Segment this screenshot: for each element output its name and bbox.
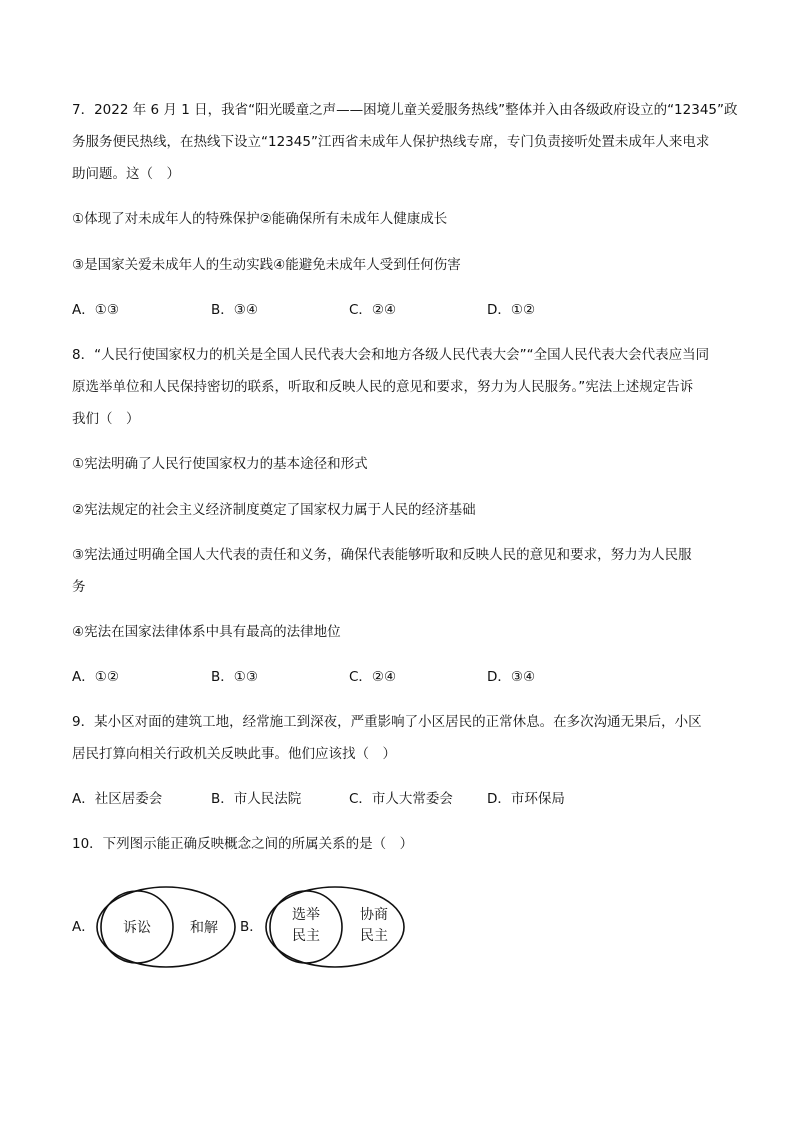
q7-option-b: B．③④ [211, 302, 258, 318]
q8-statement-4: ④宪法在国家法律体系中具有最高的法律地位 [72, 624, 341, 640]
q9-option-a: A．社区居委会 [72, 791, 163, 807]
q8-option-b: B．①③ [211, 669, 258, 685]
q8-stem-line-1: 8．“人民行使国家权力的机关是全国人民代表大会和地方各级人民代表大会”“全国人民代表大会代表应当同 [72, 347, 710, 363]
q10-diagram-b [261, 882, 409, 972]
q8-option-a: A．①② [72, 669, 119, 685]
q8-stem-line-2: 原选举单位和人民保持密切的联系，听取和反映人民的意见和要求，努力为人民服务。”宪法上述规定告诉 [72, 379, 694, 395]
q7-stem-line-2: 务服务便民热线，在热线下设立“12345”江西省未成年人保护热线专席，专门负责接听处置未成年人来电求 [72, 134, 710, 150]
q10-diagram-b-inner-text-1: 选举 [292, 907, 320, 923]
q7-statement-2: ③是国家关爱未成年人的生动实践④能避免未成年人受到任何伤害 [72, 257, 461, 273]
q10-diagram-b-inner-circle [270, 891, 342, 963]
q8-option-d: D．③④ [487, 669, 536, 685]
q10-diagram-a-label: A． [72, 919, 95, 935]
q9-option-c: C．市人大常委会 [349, 791, 453, 807]
q10-diagram-b-outer-text-2: 民主 [360, 928, 388, 944]
q10-diagram-b-inner-text-2: 民主 [292, 928, 320, 944]
q9-option-b: B．市人民法院 [211, 791, 302, 807]
q9-stem-line-1: 9．某小区对面的建筑工地，经常施工到深夜，严重影响了小区居民的正常休息。在多次沟通无果后，小区 [72, 714, 702, 730]
q9-stem-line-2: 居民打算向相关行政机关反映此事。他们应该找（ ） [72, 746, 396, 762]
q10-stem: 10．下列图示能正确反映概念之间的所属关系的是（ ） [72, 836, 414, 852]
q8-statement-2: ②宪法规定的社会主义经济制度奠定了国家权力属于人民的经济基础 [72, 502, 476, 518]
q7-option-c: C．②④ [349, 302, 397, 318]
q7-option-d: D．①② [487, 302, 536, 318]
q7-stem-line-3: 助问题。这（ ） [72, 166, 180, 182]
q10-diagram-b-outer-text-1: 协商 [360, 907, 388, 923]
q7-option-a: A．①③ [72, 302, 119, 318]
q8-statement-3: ③宪法通过明确全国人大代表的责任和义务，确保代表能够听取和反映人民的意见和要求，努力为人民服 [72, 547, 692, 563]
q10-diagram-a-inner-text: 诉讼 [123, 920, 151, 936]
q8-statement-3-cont: 务 [72, 579, 86, 595]
q10-diagram-a-outer-text: 和解 [190, 920, 218, 936]
q10-diagram-b-outer-ellipse [266, 887, 404, 967]
q9-option-d: D．市环保局 [487, 791, 565, 807]
q8-stem-line-3: 我们（ ） [72, 411, 140, 427]
q8-option-c: C．②④ [349, 669, 397, 685]
q7-statement-1: ①体现了对未成年人的特殊保护②能确保所有未成年人健康成长 [72, 211, 448, 227]
q8-statement-1: ①宪法明确了人民行使国家权力的基本途径和形式 [72, 456, 368, 472]
q7-stem-line-1: 7．2022 年 6 月 1 日，我省“阳光暖童之声——困境儿童关爱服务热线”整体并入由各级政府设立的“12345”政 [72, 102, 738, 118]
q10-diagram-b-label: B． [240, 919, 263, 935]
q10-diagram-a [92, 882, 240, 972]
